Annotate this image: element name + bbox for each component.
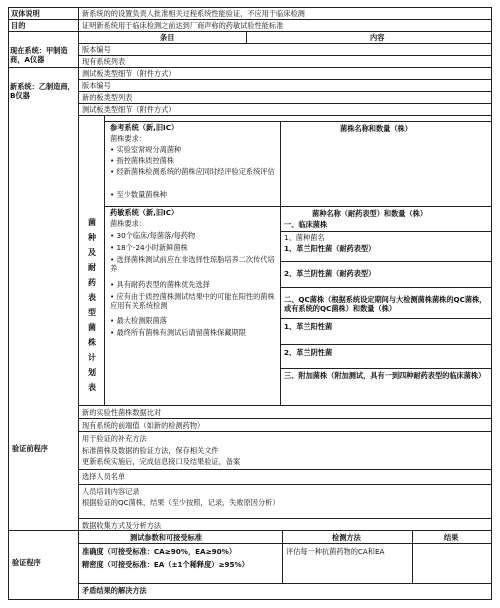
row-line: [280, 231, 492, 232]
item-row: 新的板类型列表: [82, 93, 133, 102]
col-line: [246, 31, 247, 43]
verification-line: 更新系统实施后，完成信息接口及结果验证，备案: [82, 457, 241, 466]
ref-subtitle: 菌株要求：: [110, 134, 146, 143]
new-system-label: 新系统：乙制造商，B仪器: [10, 82, 75, 100]
row-line: [280, 261, 492, 262]
verification-line: 选择人员名单: [82, 472, 126, 481]
plan-vertical-title: 菌种及耐药表型菌株计划表: [88, 218, 96, 392]
row-line: [78, 115, 492, 116]
clinical-line: 1、革兰阳性菌（耐药表型）: [284, 244, 376, 253]
clinical-line: 三、附加菌株（附加测试，具有一到四种耐药表型的临床菌株）: [284, 371, 486, 380]
items-header-content: 内容: [370, 33, 385, 42]
clinical-line: 二、QC菌株（根据系统设定期间与大检测菌株菌株的QC菌株，或有系统的QC菌株）和数量（株）: [284, 295, 487, 313]
col-line: [280, 121, 281, 405]
verification-line: 人员培训内容记录: [82, 487, 140, 496]
ref-title: 参考系统（新,旧IC）: [110, 123, 179, 132]
item-row: 版本编号: [82, 81, 111, 90]
row-line: [78, 43, 492, 44]
ref-bullet: • 指控菌株质控菌株: [110, 156, 175, 165]
clinical-right-header: 菌种名称（耐药表型）和数量（株）: [312, 209, 428, 218]
row-line: [78, 405, 492, 406]
row-line: [78, 431, 492, 432]
item-row: 版本编号: [82, 45, 111, 54]
row-line: [280, 368, 492, 369]
clinical-line: 2、革兰阴性菌: [284, 348, 333, 357]
item-row: 测试板类型细节（附件方式）: [82, 105, 176, 114]
row-line: [8, 67, 492, 68]
row-line: [78, 469, 492, 470]
clinical-bullet: • 应有由于质控菌株测试结果中的可能在阳性的菌株应用有关系统检测: [110, 292, 275, 310]
clinical-subtitle: 菌株要求：: [110, 219, 146, 228]
row-line: [8, 19, 492, 20]
row-line: [78, 518, 492, 519]
middle-row: 现有系统的前端值（如新的检测药物）: [82, 421, 205, 430]
procedure-col3: 结果: [444, 533, 459, 542]
row-line: [280, 344, 492, 345]
verification-line: 根据验证的QC菌株，结果（至少按照，记录，失败原因分析）: [82, 498, 280, 507]
ref-bullet: • 经新菌株检测系统的菌株应同时经评验定系统评估: [110, 167, 275, 176]
clinical-bullet: • 选择菌株测试前应在非选择性琼脂培养二次传代培养: [110, 255, 275, 273]
procedure-label: 验证程序: [12, 558, 41, 567]
col-line: [412, 530, 413, 583]
conflict-resolution: 矛盾结果的解决方法: [82, 586, 147, 595]
row-line: [78, 543, 492, 544]
verification-label: 验证前程序: [12, 444, 48, 453]
row-line: [78, 91, 492, 92]
row-line: [8, 31, 492, 32]
clinical-bullet: • 最终所有菌株有测试后请留菌株保藏期限: [110, 328, 246, 337]
border-right: [491, 7, 492, 600]
row-line: [78, 418, 492, 419]
row-line: [104, 206, 492, 207]
border-left: [8, 7, 9, 600]
clinical-line: 一、临床菌株: [284, 220, 328, 229]
row-line: [78, 484, 492, 485]
precision-criterion: 精密度（可接受标准：EA（±1个稀释度）≥95%）: [82, 560, 249, 569]
row-line: [280, 287, 492, 288]
clinical-title: 药敏系统（新,旧IC）: [110, 208, 179, 217]
verification-line: 用于验证的补充方法: [82, 434, 147, 443]
purpose-text: 证明新系统用于临床检测之前达到厂商声称的药敏试验性能标准: [82, 21, 284, 30]
protocol-text: 新系统的的设置负责人批准相关过程系统性能验证，不应用于临床检测: [82, 9, 305, 18]
item-row: 测试板类型细节（附件方式）: [82, 69, 176, 78]
border-bottom: [8, 599, 492, 600]
border-top: [8, 7, 492, 8]
clinical-bullet: • 18个-24小时新鲜菌株: [110, 243, 188, 252]
accuracy-criterion: 准确度（可接受标准：CA≥90%，EA≥90%）: [82, 547, 237, 556]
label-column-divider: [78, 7, 79, 600]
items-header-item: 条目: [160, 33, 175, 42]
clinical-bullet: • 最大检测限菌落: [110, 316, 167, 325]
row-line: [104, 121, 492, 122]
purpose-label: 目的: [11, 21, 26, 30]
protocol-label: 双体说明: [11, 9, 40, 18]
clinical-bullet: • 具有耐药表型的菌株优先选择: [110, 280, 210, 289]
col-line: [282, 530, 283, 583]
clinical-line: 1、革兰阳性菌: [284, 322, 333, 331]
clinical-line: 1、菌种菌名: [284, 233, 325, 242]
row-line: [280, 318, 492, 319]
clinical-bullet: • 30个临床/每菌落/每药物: [110, 231, 196, 240]
middle-row: 新的实验性菌株数据比对: [82, 408, 162, 417]
ref-bullet: • 至少数量菌株种: [110, 190, 167, 199]
ref-bullet: • 实验室常规分离菌种: [110, 145, 182, 154]
item-row: 现有系统列表: [82, 57, 126, 66]
procedure-col2: 检测方法: [332, 533, 361, 542]
method-text: 评估每一种抗菌药物的CA和EA: [286, 547, 385, 556]
ref-right-header: 菌株名称和数量（株）: [340, 124, 412, 133]
row-line: [8, 530, 492, 531]
clinical-line: 2、革兰阴性菌（耐药表型）: [284, 269, 376, 278]
current-system-label: 现在系统：甲制造商，A仪器: [10, 46, 68, 64]
verification-line: 数据收集方式及分析方法: [82, 521, 162, 530]
procedure-col1: 测试参数和可接受标准: [130, 533, 202, 542]
row-line: [78, 79, 492, 80]
col-line: [104, 115, 105, 405]
row-line: [78, 103, 492, 104]
row-line: [78, 55, 492, 56]
verification-line: 标准菌株及数据的验证方法，保存相关文件: [82, 446, 219, 455]
row-line: [78, 583, 492, 584]
